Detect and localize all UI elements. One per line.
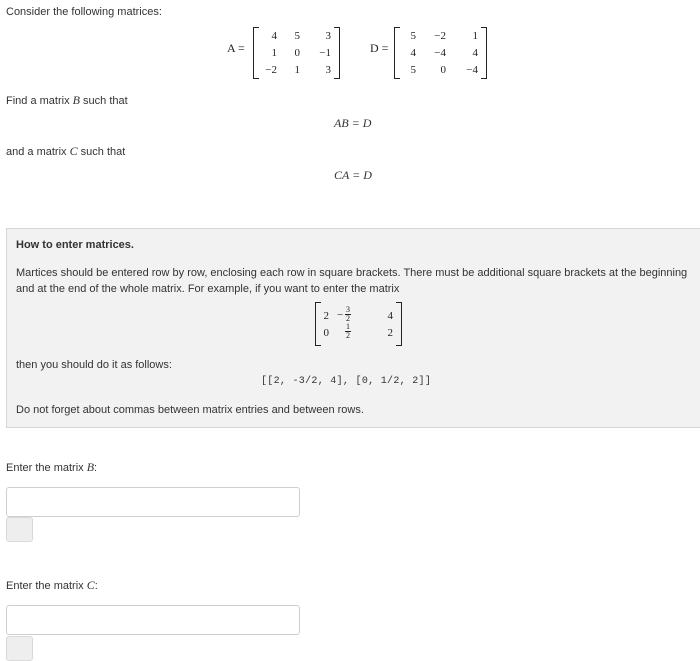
matrix-a-cell: 5	[294, 30, 300, 42]
example-matrix	[315, 302, 401, 348]
help-title: How to enter matrices.	[16, 239, 134, 251]
help-then-text: then you should do it as follows:	[16, 359, 172, 371]
matrix-a-label: A =	[227, 41, 245, 55]
find-c-var: C	[69, 144, 78, 158]
example-cell: 4	[387, 310, 393, 322]
example-minus-sign: −	[337, 309, 344, 321]
help-reminder: Do not forget about commas between matrix entries and between rows.	[16, 404, 364, 416]
matrix-d-cell: 0	[440, 64, 446, 76]
matrix-c-input[interactable]	[6, 605, 300, 635]
find-b-var: B	[72, 93, 80, 107]
fraction-numerator: 3	[346, 305, 350, 314]
find-b-suffix: such that	[83, 95, 128, 107]
matrix-a-cell: 3	[325, 64, 331, 76]
fraction-denominator: 2	[346, 314, 350, 323]
enter-c-prefix: Enter the matrix	[6, 580, 84, 592]
enter-c-var: C	[86, 578, 95, 592]
matrix-d-cell: 4	[410, 47, 416, 59]
matrix-d-label: D =	[370, 41, 389, 55]
matrix-c-check-button[interactable]	[6, 636, 33, 661]
example-fraction-neg-three-halves	[345, 306, 351, 323]
matrix-d-cell: 4	[472, 47, 478, 59]
matrix-a-cell: 3	[325, 30, 331, 42]
matrix-b-check-button[interactable]	[6, 517, 33, 542]
matrix-a-right-bracket	[334, 27, 340, 79]
enter-matrix-c-label	[6, 578, 98, 593]
example-cell: 2	[387, 327, 393, 339]
equation-ab: AB = D	[334, 116, 372, 130]
matrix-d-cell: −2	[434, 30, 446, 42]
help-paragraph-line-1: Martices should be entered row by row, enclosing each row in square brackets. There must be additional square brackets at the beginning	[16, 267, 688, 279]
matrix-d-cell: 5	[410, 30, 416, 42]
enter-b-suffix: :	[94, 462, 98, 474]
equation-ca: CA = D	[334, 168, 372, 182]
matrix-d	[394, 27, 490, 81]
matrix-d-cell: 5	[410, 64, 416, 76]
find-c-prefix: and a matrix	[6, 146, 67, 158]
matrix-a	[253, 27, 343, 81]
example-fraction-one-half	[345, 323, 351, 340]
matrix-a-cell: 0	[294, 47, 300, 59]
matrix-d-cell: 1	[472, 30, 478, 42]
matrix-d-cell: −4	[466, 64, 478, 76]
fraction-numerator: 1	[346, 322, 350, 331]
enter-b-var: B	[86, 460, 95, 474]
enter-c-suffix: :	[94, 580, 98, 592]
find-c-suffix: such that	[80, 146, 126, 158]
matrix-a-cell: −2	[265, 64, 277, 76]
help-example-code: [[2, -3/2, 4], [0, 1/2, 2]]	[261, 376, 432, 387]
fraction-denominator: 2	[346, 331, 350, 340]
matrix-d-cell: −4	[434, 47, 446, 59]
example-matrix-right-bracket	[396, 302, 402, 346]
matrix-a-cell: 1	[271, 47, 277, 59]
help-paragraph-line-2: and at the end of the whole matrix. For example, if you want to enter the matrix	[16, 283, 400, 295]
question-intro: Consider the following matrices:	[6, 6, 162, 18]
matrix-a-cell: 4	[271, 30, 277, 42]
find-b-text	[6, 93, 128, 108]
enter-b-prefix: Enter the matrix	[6, 462, 84, 474]
enter-matrix-b-label	[6, 460, 97, 475]
find-c-text	[6, 144, 125, 159]
matrix-b-input[interactable]	[6, 487, 300, 517]
example-cell: 0	[323, 327, 329, 339]
matrix-entry-help-box	[6, 228, 700, 428]
matrix-a-cell: 1	[294, 64, 300, 76]
example-cell: 2	[323, 310, 329, 322]
matrix-a-cell: −1	[319, 47, 331, 59]
matrix-d-right-bracket	[481, 27, 487, 79]
find-b-prefix: Find a matrix	[6, 95, 70, 107]
